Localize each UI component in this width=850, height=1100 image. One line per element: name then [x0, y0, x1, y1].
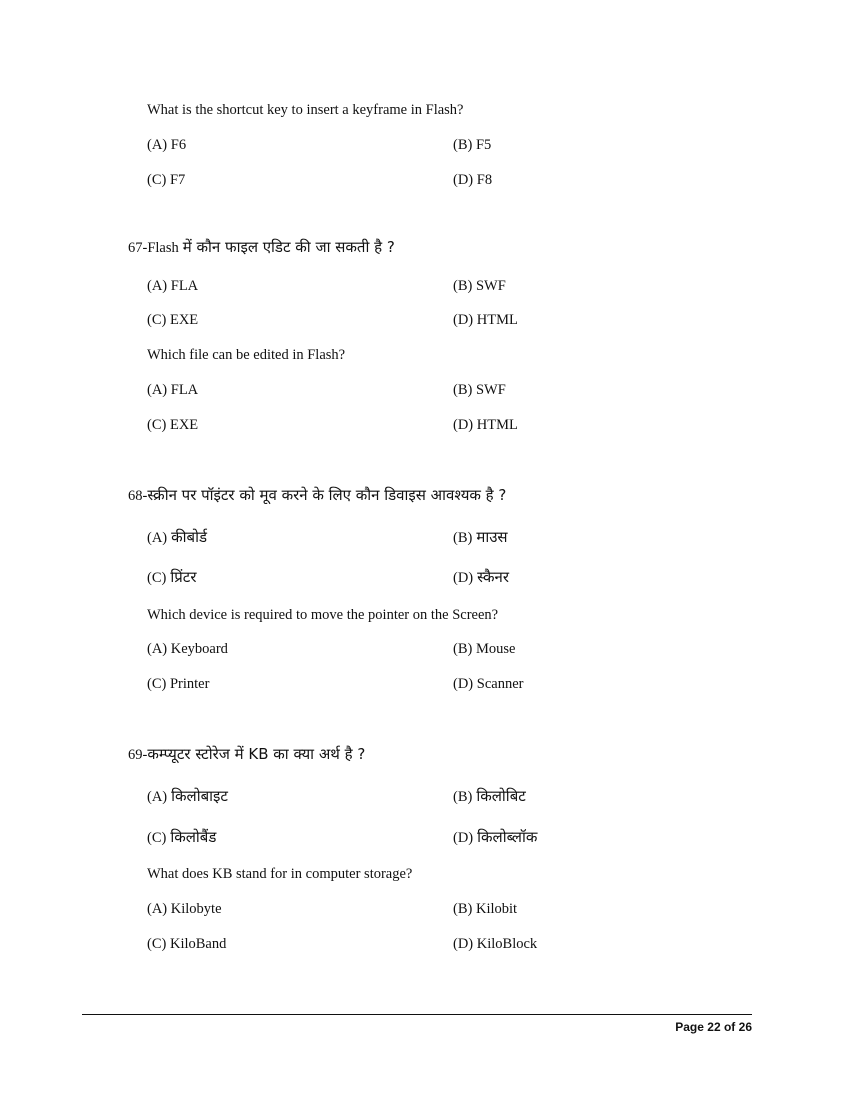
- q66-option-a: (A) F6: [147, 137, 187, 153]
- q69-en-option-b: (B) Kilobit: [453, 901, 518, 917]
- q68-en-option-d: (D) Scanner: [453, 676, 524, 692]
- q66-option-d: (D) F8: [453, 172, 493, 188]
- q68-english-text: Which device is required to move the pointer on the Screen?: [147, 607, 499, 623]
- q69-en-option-d: (D) KiloBlock: [453, 936, 538, 952]
- q68-hi-option-b: (B) माउस: [453, 528, 508, 546]
- q69-hindi-question: 69-कम्प्यूटर स्टोरेज में KB का क्या अर्थ है ?: [128, 745, 366, 763]
- q68-hi-option-d: (D) स्कैनर: [453, 568, 509, 586]
- q69-number: 69-: [128, 747, 148, 763]
- q69-en-option-c: (C) KiloBand: [147, 936, 227, 952]
- q68-en-option-b: (B) Mouse: [453, 641, 516, 657]
- q68-number: 68-: [128, 488, 148, 504]
- q67-en-option-a: (A) FLA: [147, 382, 199, 398]
- page-number: Page 22 of 26: [675, 1020, 752, 1034]
- q66-option-b: (B) F5: [453, 137, 492, 153]
- q68-hi-option-c: (C) प्रिंटर: [147, 568, 197, 586]
- q69-en-option-a: (A) Kilobyte: [147, 901, 222, 917]
- q69-hi-option-d: (D) किलोब्लॉक: [453, 828, 538, 846]
- q66-english-text: What is the shortcut key to insert a keyframe in Flash?: [147, 102, 464, 118]
- q68-hindi-question: 68-स्क्रीन पर पॉइंटर को मूव करने के लिए कौन डिवाइस आवश्यक है ?: [128, 486, 507, 504]
- q67-hi-option-a: (A) FLA: [147, 278, 199, 294]
- q68-hi-option-a: (A) कीबोर्ड: [147, 528, 208, 546]
- q67-english-text: Which file can be edited in Flash?: [147, 347, 346, 363]
- q67-en-option-b: (B) SWF: [453, 382, 506, 398]
- q67-en-option-c: (C) EXE: [147, 417, 199, 433]
- q67-hindi-question: 67-Flash में कौन फाइल एडिट की जा सकती है ?: [128, 238, 395, 256]
- q67-en-option-d: (D) HTML: [453, 417, 518, 433]
- q68-en-option-c: (C) Printer: [147, 676, 210, 692]
- q67-hi-option-c: (C) EXE: [147, 312, 199, 328]
- q67-hi-option-b: (B) SWF: [453, 278, 506, 294]
- q69-hi-option-a: (A) किलोबाइट: [147, 787, 228, 805]
- q69-hi-option-c: (C) किलोबैंड: [147, 828, 217, 846]
- q69-english-text: What does KB stand for in computer storage?: [147, 866, 413, 882]
- q68-en-option-a: (A) Keyboard: [147, 641, 228, 657]
- footer-divider: [82, 1014, 752, 1015]
- q66-option-c: (C) F7: [147, 172, 186, 188]
- q67-hi-option-d: (D) HTML: [453, 312, 518, 328]
- q67-number: 67-: [128, 240, 148, 256]
- q69-hi-option-b: (B) किलोबिट: [453, 787, 526, 805]
